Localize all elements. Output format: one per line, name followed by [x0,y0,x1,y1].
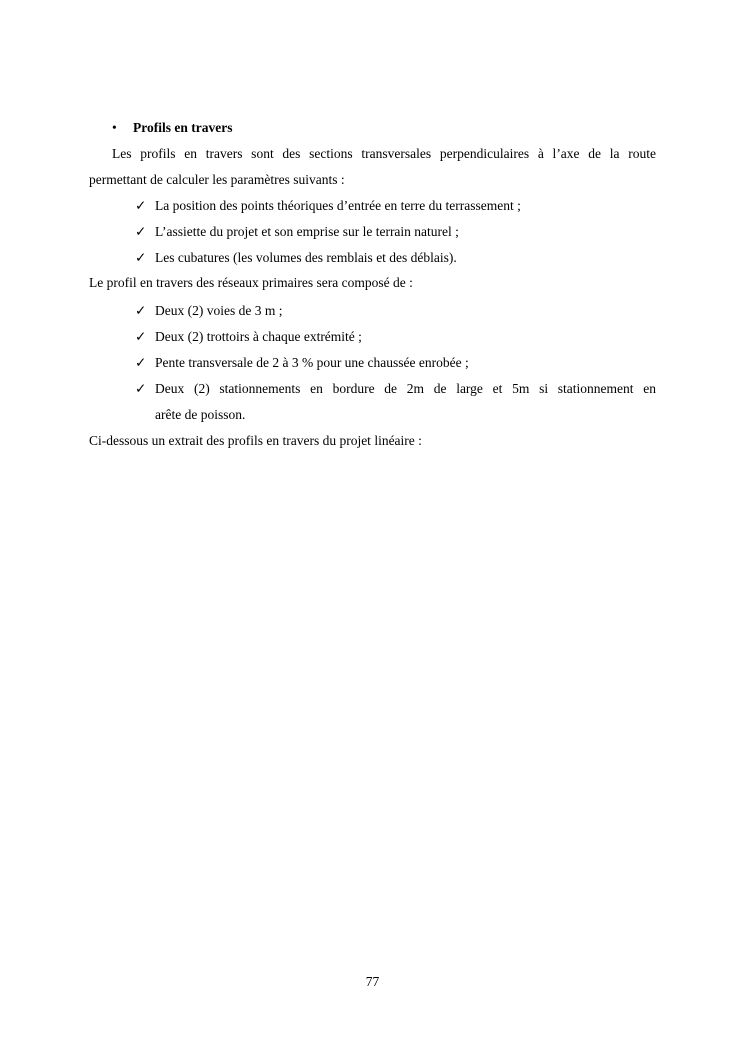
checkmark-icon: ✓ [135,355,147,370]
parameter-item [135,197,521,214]
composition-item-text: Deux (2) stationnements en bordure de 2m de large et 5m si stationnement en [155,381,656,396]
composition-item-text: Pente transversale de 2 à 3 % pour une chaussée enrobée ; [155,355,469,370]
parameter-item-text: Les cubatures (les volumes des remblais et des déblais). [155,250,457,265]
composition-item [135,328,362,345]
intro-line-1: Les profils en travers sont des sections transversales perpendiculaires à l’axe de la route [112,146,656,161]
bullet-icon: • [112,120,117,135]
composition-item [135,380,155,397]
composition-item-text: Deux (2) voies de 3 m ; [155,303,283,318]
composition-intro: Le profil en travers des réseaux primaires sera composé de : [89,275,413,290]
parameter-item-text: L’assiette du projet et son emprise sur le terrain naturel ; [155,224,459,239]
composition-item [135,354,469,371]
composition-item-continuation: arête de poisson. [155,407,246,422]
intro-line-2: permettant de calculer les paramètres suivants : [89,172,345,187]
composition-item-text: Deux (2) trottoirs à chaque extrémité ; [155,329,362,344]
closing-line: Ci-dessous un extrait des profils en travers du projet linéaire : [89,433,422,448]
parameter-item-text: La position des points théoriques d’entrée en terre du terrassement ; [155,198,521,213]
checkmark-icon: ✓ [135,250,147,265]
checkmark-icon: ✓ [135,381,147,396]
section-title: Profils en travers [133,120,233,135]
checkmark-icon: ✓ [135,198,147,213]
parameter-item [135,249,457,266]
parameter-item [135,223,459,240]
composition-item [135,302,282,319]
checkmark-icon: ✓ [135,224,147,239]
checkmark-icon: ✓ [135,329,147,344]
checkmark-icon: ✓ [135,303,147,318]
page-number: 77 [365,974,380,989]
section-heading [112,119,232,136]
